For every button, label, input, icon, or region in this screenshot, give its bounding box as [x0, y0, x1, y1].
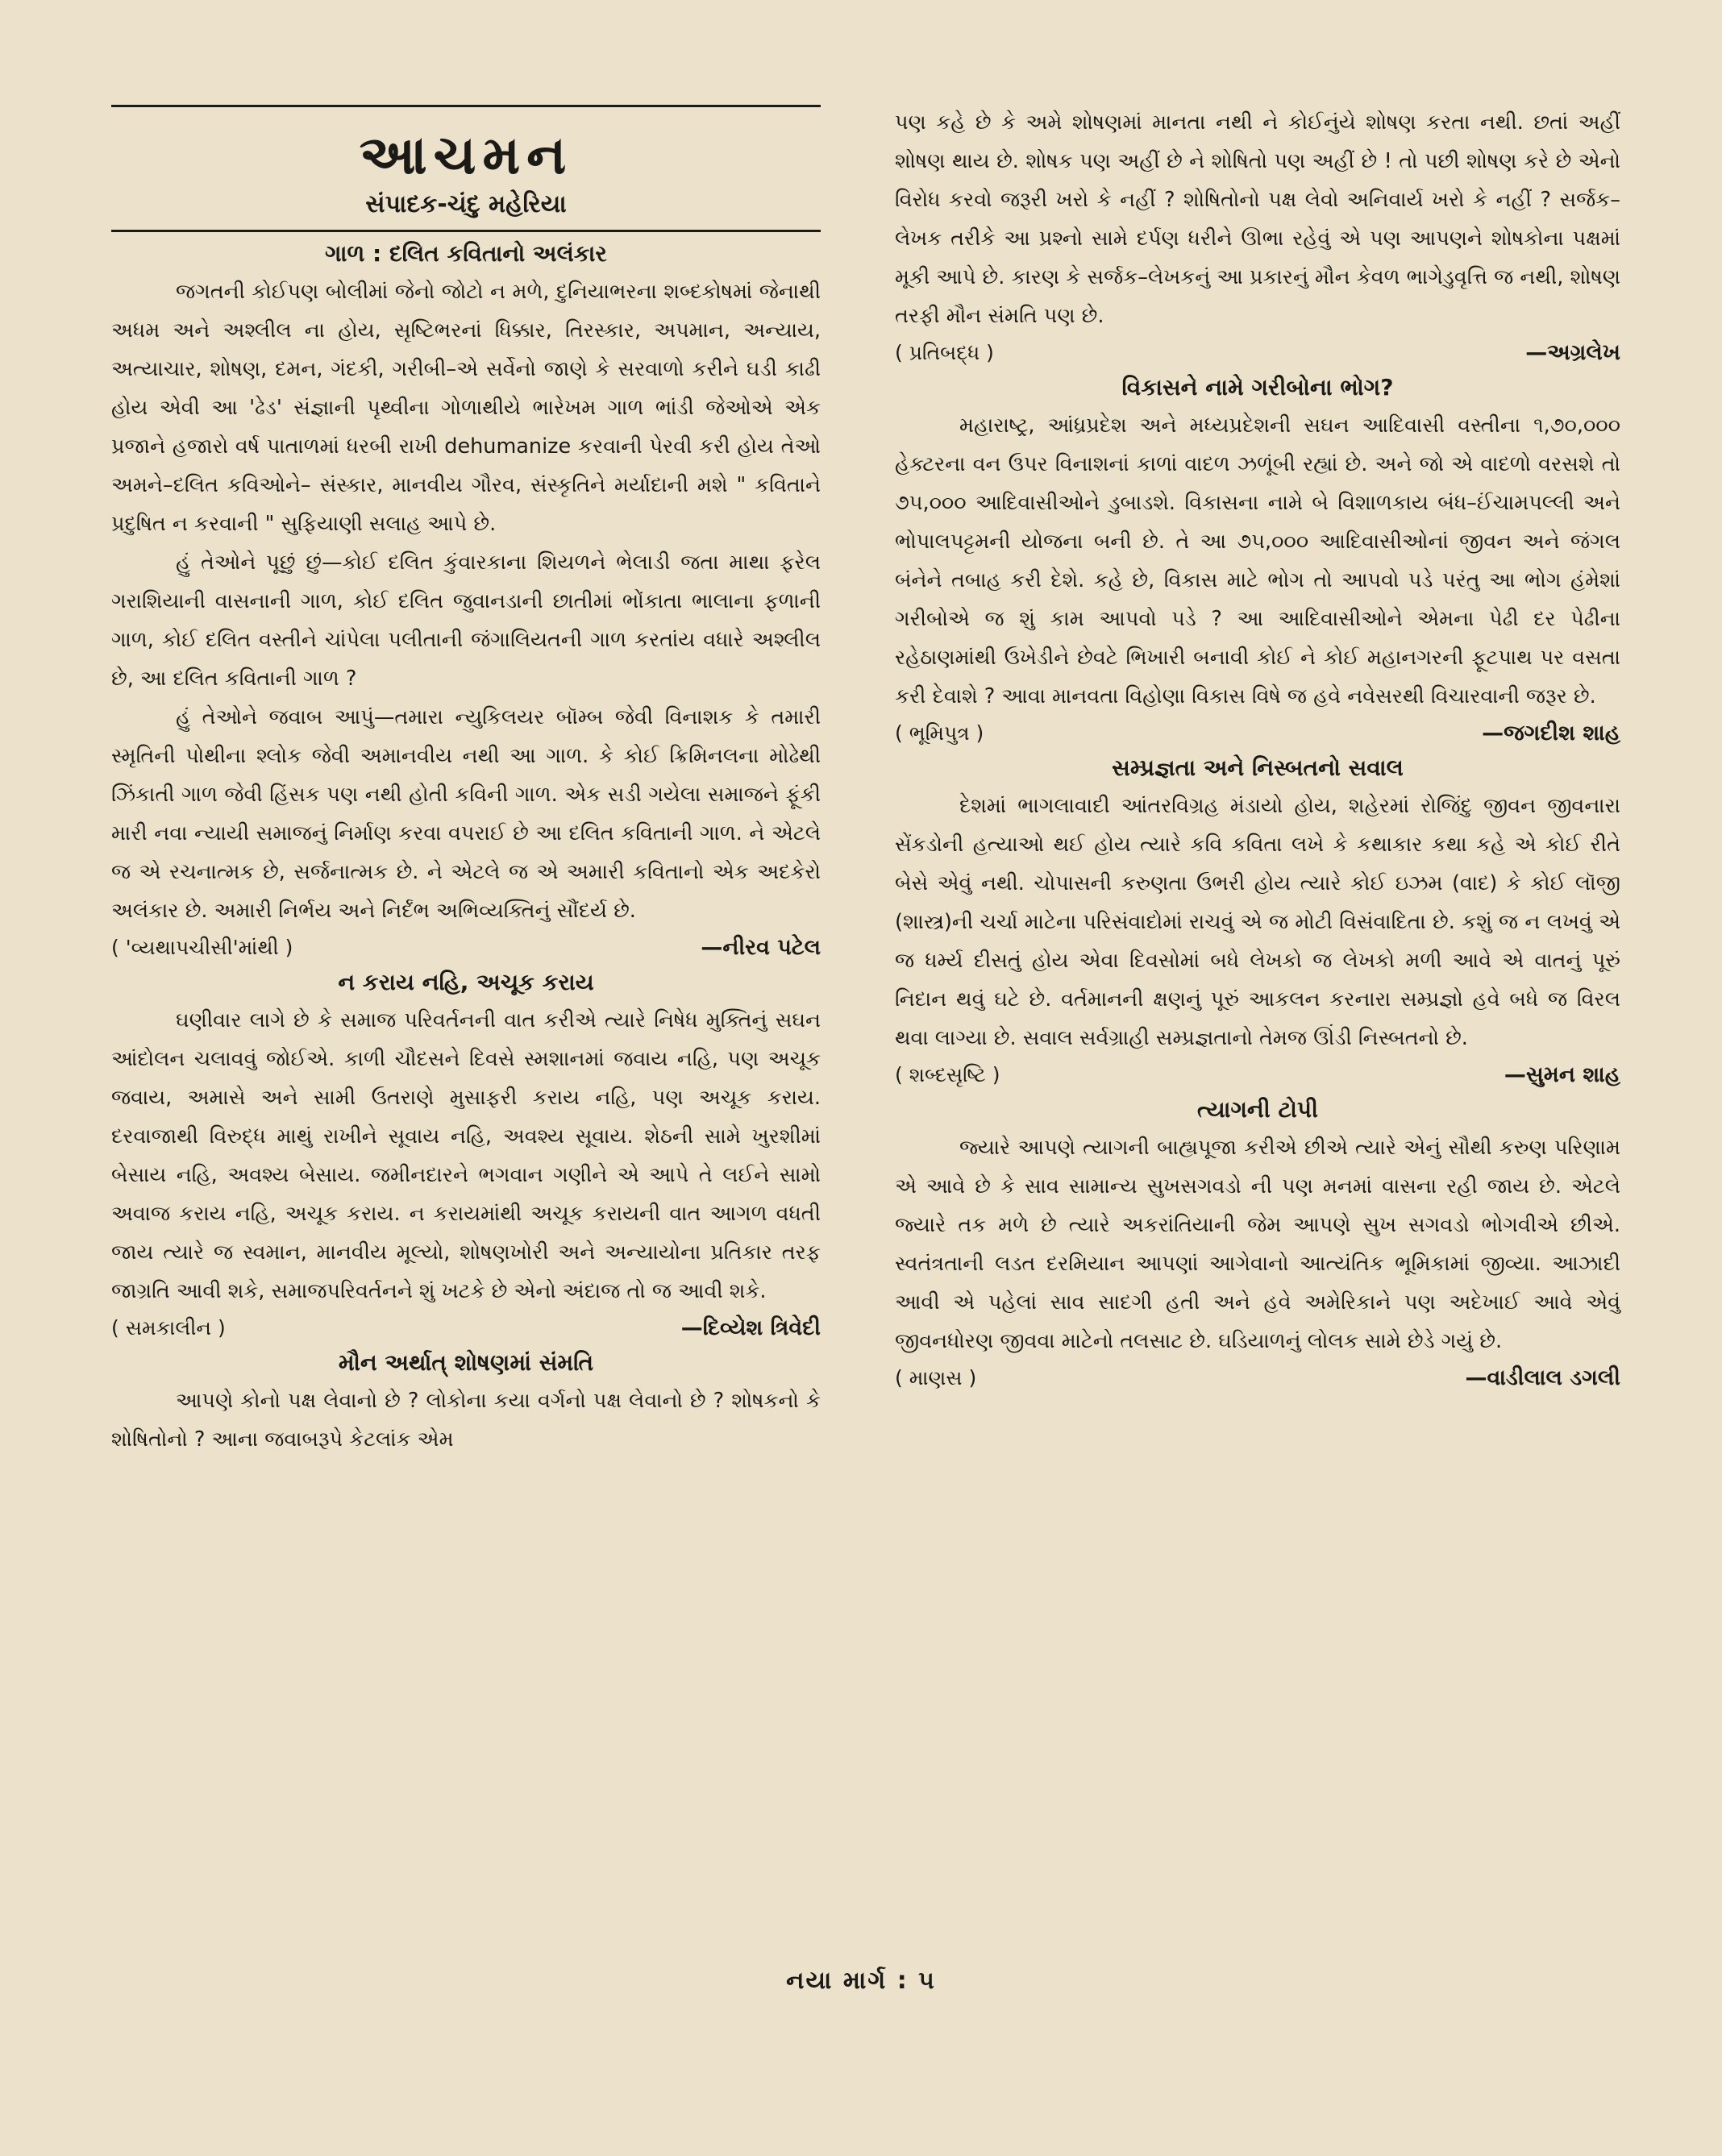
article-paragraph: જ્યારે આપણે ત્યાગની બાહ્યપૂજા કરીએ છીએ ત્યારે એનું સૌથી કરુણ પરિણામ એ આવે છે કે સાવ સામાન્ય સુખસગવડો ની પણ મનમાં વાસના રહી જાય છે. એટલે જ્યારે તક મળે છે ત્યારે અકરાંતિયાની જેમ આપણે સુખ સગવડો ભોગવીએ છીએ. સ્વતંત્રતાની લડત દરમિયાન આપણાં આગેવાનો આત્યંતિક ભૂમિકામાં જીવ્યા. આઝાદી આવી એ પહેલાં સાવ સાદગી હતી અને હવે અમેરિકાને પણ અદેખાઈ આવે એવું જીવનધોરણ જીવવા માટેનો તલસાટ છે. ઘડિયાળનું લોલક સામે છેડે ગયું છે.: [895, 1136, 1620, 1353]
editor-credit: સંપાદક-ચંદુ મહેરિયા: [365, 189, 567, 218]
right-column: [895, 103, 1620, 1399]
article-signature: [895, 1365, 1620, 1391]
article-paragraph: આપણે કોનો પક્ષ લેવાનો છે ? લોકોના કયા વર્ગનો પક્ષ લેવાનો છે ? શોષકનો કે શોષિતોનો ? આના જવાબરૂપે કેટલાંક એમ: [111, 1388, 821, 1452]
page-footer: નયા માર્ગ : ૫: [786, 1967, 936, 1995]
column-title: આચમન: [359, 124, 573, 186]
article-paragraph: પણ કહે છે કે અમે શોષણમાં માનતા નથી ને કોઈનુંયે શોષણ કરતા નથી. છતાં અહીં શોષણ થાય છે. શોષક પણ અહીં છે ને શોષિતો પણ અહીં છે ! તો પછી શોષણ કરે છે એનો વિરોધ કરવો જરૂરી ખરો કે નહીં ? શોષિતોનો પક્ષ લેવો અનિવાર્ય ખરો કે નહીં ? સર્જક–લેખક તરીકે આ પ્રશ્નો સામે દર્પણ ધરીને ઊભા રહેવું એ પણ આપણને શોષકોના પક્ષમાં મૂકી આપે છે. કારણ કે સર્જક–લેખકનું આ પ્રકારનું મૌન કેવળ ભાગેડુવૃત્તિ જ નથી, શોષણ તરફી મૌન સંમતિ પણ છે.: [895, 110, 1620, 328]
article-paragraph: હું તેઓને પૂછું છું—કોઈ દલિત કુંવારકાના શિયળને ભેલાડી જતા માથા ફરેલ ગરાશિયાની વાસનાની ગાળ, કોઈ દલિત જુવાનડાની છાતીમાં ભોંકાતા ભાલાના ફળાની ગાળ, કોઈ દલિત વસ્તીને ચાંપેલા પલીતાની જંગાલિયતની ગાળ કરતાંય વધારે અશ્લીલ છે, આ દલિત કવિતાની ગાળ ?: [111, 550, 821, 691]
source-name: ( પ્રતિબદ્ધ ): [895, 341, 994, 364]
article-title: ગાળ : દલિત કવિતાનો અલંકાર: [325, 239, 607, 267]
author-name: —અગ્રલેખ: [1525, 340, 1620, 365]
top-rule: [111, 105, 821, 107]
article-title: વિકાસને નામે ગરીબોના ભોગ?: [1121, 374, 1394, 401]
author-name: —વાડીલાલ ડગલી: [1465, 1365, 1620, 1390]
source-name: ( ભૂમિપુત્ર ): [895, 721, 984, 745]
article-signature: [111, 1315, 821, 1341]
source-name: ( 'વ્યથાપચીસી'માંથી ): [111, 935, 293, 959]
article-paragraph: દેશમાં ભાગલાવાદી આંતરવિગ્રહ મંડાયો હોય, શહેરમાં રોજિંદુ જીવન જીવનારા સેંકડોની હત્યાઓ થઈ હોય ત્યારે કવિ કવિતા લખે કે કથાકાર કથા કહે એ કોઈ રીતે બેસે એવું નથી. ચોપાસની કરુણતા ઉભરી હોય ત્યારે કોઈ ઇઝમ (વાદ) કે કોઈ લૉજી (શાસ્ત્ર)ની ચર્ચા માટેના પરિસંવાદોમાં રાચવું એ જ મોટી વિસંવાદિતા છે. કશું જ ન લખવું એ જ ધર્મ્ય દીસતું હોય એવા દિવસોમાં બધે લેખકો જ લેખકો મળી આવે એ વાતનું પૂરું નિદાન થવું ઘટે છે. વર્તમાનની ક્ષણનું પૂરું આકલન કરનારા સમ્પ્રજ્ઞો હવે બધે જ વિરલ થવા લાગ્યા છે. સવાલ સર્વગ્રાહી સમ્પ્રજ્ઞતાનો તેમજ ઊંડી નિસ્બતનો છે.: [895, 794, 1620, 1050]
article-paragraph: ઘણીવાર લાગે છે કે સમાજ પરિવર્તનની વાત કરીએ ત્યારે નિષેધ મુક્તિનું સઘન આંદોલન ચલાવવું જોઈએ. કાળી ચૌદસને દિવસે સ્મશાનમાં જવાય નહિ, પણ અચૂક જવાય, અમાસે અને સામી ઉતરાણે મુસાફરી કરાય નહિ, પણ અચૂક કરાય. દરવાજાથી વિરુદ્ધ માથું રાખીને સૂવાય નહિ, અવશ્ય સૂવાય. શેઠની સામે ખુરશીમાં બેસાય નહિ, અવશ્ય બેસાય. જમીનદારને ભગવાન ગણીને એ આપે તે લઈને સામો અવાજ કરાય નહિ, અચૂક કરાય. ન કરાયમાંથી અચૂક કરાયની વાત આગળ વધતી જાય ત્યારે જ સ્વમાન, માનવીય મૂલ્યો, શોષણખોરી અને અન્યાયોના પ્રતિકાર તરફ જાગ્રતિ આવી શકે, સમાજપરિવર્તનને શું ખટકે છે એનો અંદાજ તો જ આવી શકે.: [111, 1007, 821, 1303]
article-signature: [895, 1062, 1620, 1088]
article-title: ન કરાય નહિ, અચૂક કરાય: [338, 968, 594, 995]
author-name: —જગદીશ શાહ: [1482, 721, 1620, 746]
author-name: —નીરવ પટેલ: [701, 934, 821, 960]
left-column: [111, 105, 821, 1459]
article-paragraph: મહારાષ્ટ્ર, આંધ્રપ્રદેશ અને મધ્યપ્રદેશની સઘન આદિવાસી વસ્તીના ૧,૭૦,૦૦૦ હેક્ટરના વન ઉપર વિનાશનાં કાળાં વાદળ ઝળૂંબી રહ્યાં છે. અને જો એ વાદળો વરસશે તો ૭૫,૦૦૦ આદિવાસીઓને ડુબાડશે. વિકાસના નામે બે વિશાળકાય બંધ–ઈંચામપલ્લી અને ભોપાલપટ્ટમની યોજના બની છે. તે આ ૭૫,૦૦૦ આદિવાસીઓનાં જીવન અને જંગલ બંનેને તબાહ કરી દેશે. કહે છે, વિકાસ માટે ભોગ તો આપવો પડે પરંતુ આ ભોગ હંમેશાં ગરીબોએ જ શું કામ આપવો પડે ? આ આદિવાસીઓને એમના પેઢી દર પેઢીના રહેઠાણમાંથી ઉખેડીને છેવટે ભિખારી બનાવી કોઈ ને કોઈ મહાનગરની ફૂટપાથ પર વસતા કરી દેવાશે ? આવા માનવતા વિહોણા વિકાસ વિષે જ હવે નવેસરથી વિચારવાની જરૂર છે.: [895, 413, 1620, 708]
source-name: ( સમકાલીન ): [111, 1315, 226, 1340]
article-signature: [895, 721, 1620, 746]
article-paragraph: જગતની કોઈપણ બોલીમાં જેનો જોટો ન મળે, દુનિયાભરના શબ્દકોષમાં જેનાથી અધમ અને અશ્લીલ ના હોય, સૃષ્ટિભરનાં ધિક્કાર, તિરસ્કાર, અપમાન, અન્યાય, અત્યાચાર, શોષણ, દમન, ગંદકી, ગરીબી–એ સર્વેનો જાણે કે સરવાળો કરીને ઘડી કાઢી હોય એવી આ 'ઢેડ' સંજ્ઞાની પૃથ્વીના ગોળાથીયે ભારેખમ ગાળ ભાંડી જેઓએ એક પ્રજાને હજારો વર્ષ પાતાળમાં ધરબી રાખી dehumanize કરવાની પેરવી કરી હોય તેઓ અમને–દલિત કવિઓને– સંસ્કાર, માનવીય ગૌરવ, સંસ્કૃતિને મર્યાદાની મશે " કવિતાને પ્રદુષિત ન કરવાની " સુફિયાણી સલાહ આપે છે.: [111, 279, 821, 536]
article-title: ત્યાગની ટોપી: [1196, 1096, 1319, 1123]
author-name: —સુમન શાહ: [1504, 1062, 1620, 1087]
article-paragraph: હું તેઓને જવાબ આપું—તમારા ન્યુકિલયર બૉમ્બ જેવી વિનાશક કે તમારી સ્મૃતિની પોથીના શ્લોક જેવી અમાનવીય નથી આ ગાળ. કે કોઈ ક્રિમિનલના મોઢેથી ઝિંકાતી ગાળ જેવી હિંસક પણ નથી હોતી કવિની ગાળ. એક સડી ગયેલા સમાજને ફૂંકી મારી નવા ન્યાયી સમાજનું નિર્માણ કરવા વપરાઈ છે આ દલિત કવિતાની ગાળ. ને એટલે જ એ રચનાત્મક છે, સર્જનાત્મક છે. ને એટલે જ એ અમારી કવિતાનો એક અદકેરો અલંકાર છે. અમારી નિર્ભય અને નિર્દંભ અભિવ્યક્તિનું સૌંદર્ય છે.: [111, 704, 821, 923]
source-name: ( શબ્દસૃષ્ટિ ): [895, 1063, 1000, 1086]
article-signature: [111, 935, 821, 961]
article-title: મૌન અર્થાત્ શોષણમાં સંમતિ: [338, 1348, 594, 1376]
author-name: —દિવ્યેશ ત્રિવેદી: [680, 1315, 821, 1340]
article-title: સમ્પ્રજ્ઞતા અને નિસ્બતનો સવાલ: [1112, 754, 1404, 781]
source-name: ( માણસ ): [895, 1366, 977, 1390]
article-signature: [895, 340, 1620, 366]
masthead-rule: [111, 230, 821, 232]
